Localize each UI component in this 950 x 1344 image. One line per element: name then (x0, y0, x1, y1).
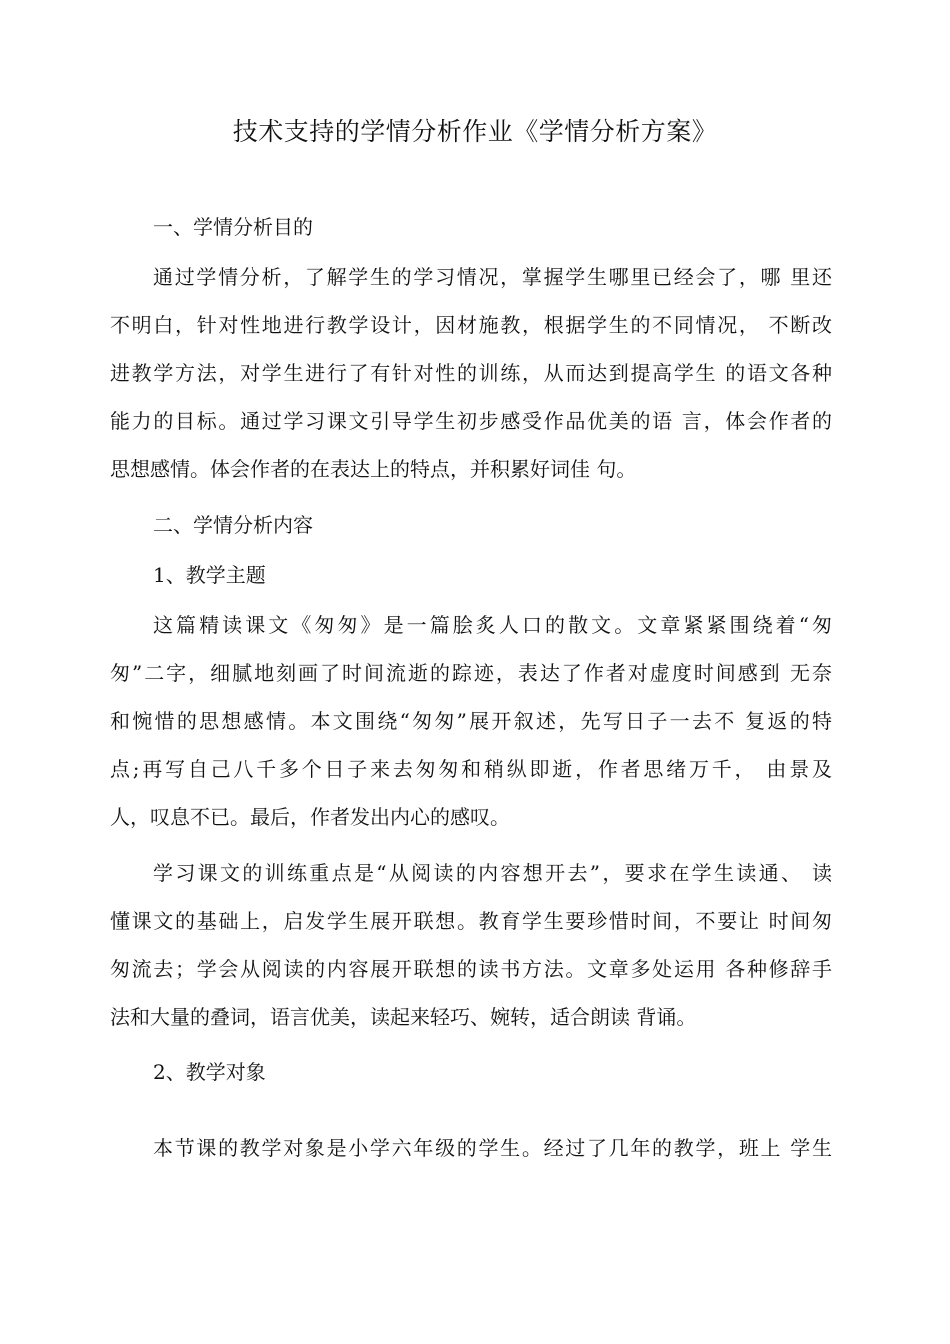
section-heading-purpose: 一、学情分析目的 (153, 215, 313, 239)
paragraph-line: 点;再写自己八千多个日子来去匆匆和稍纵即逝，作者思绪万千， 由景及 (110, 757, 832, 781)
paragraph-line: 法和大量的叠词，语言优美，读起来轻巧、婉转，适合朗读 背诵。 (110, 1005, 697, 1029)
paragraph-line: 懂课文的基础上，启发学生展开联想。教育学生要珍惜时间，不要让 时间匆 (110, 909, 832, 933)
paragraph-line: 这篇精读课文《匆匆》是一篇脍炙人口的散文。文章紧紧围绕着“匆 (153, 613, 832, 637)
paragraph-line: 学习课文的训练重点是“从阅读的内容想开去”，要求在学生读通、 读 (153, 861, 832, 885)
paragraph-line: 进教学方法，对学生进行了有针对性的训练，从而达到提高学生 的语文各种 (110, 361, 832, 385)
paragraph-line: 匆流去；学会从阅读的内容展开联想的读书方法。文章多处运用 各种修辞手 (110, 957, 832, 981)
paragraph-training-focus (110, 858, 832, 1050)
subsection-heading-theme: 1、教学主题 (153, 563, 266, 587)
document-title: 技术支持的学情分析作业《学情分析方案》 (232, 117, 718, 146)
subsection-heading-audience: 2、教学对象 (153, 1060, 266, 1084)
paragraph-line: 和惋惜的思想感情。本文围绕“匆匆”展开叙述，先写日子一去不 复返的特 (110, 709, 832, 733)
paragraph-theme (110, 610, 832, 850)
paragraph-line: 思想感情。体会作者的在表达上的特点，并积累好词佳 句。 (110, 457, 637, 481)
paragraph-audience (110, 1133, 832, 1181)
paragraph-line: 通过学情分析，了解学生的学习情况，掌握学生哪里已经会了，哪 里还 (153, 265, 832, 289)
paragraph-line: 匆”二字，细腻地刻画了时间流逝的踪迹，表达了作者对虚度时间感到 无奈 (110, 661, 832, 685)
paragraph-line: 人，叹息不已。最后，作者发出内心的感叹。 (110, 805, 510, 829)
paragraph-purpose (110, 262, 832, 502)
paragraph-line: 能力的目标。通过学习课文引导学生初步感受作品优美的语 言，体会作者的 (110, 409, 832, 433)
paragraph-line: 本节课的教学对象是小学六年级的学生。经过了几年的教学，班上 学生 (153, 1136, 832, 1160)
paragraph-line: 不明白，针对性地进行教学设计，因材施教，根据学生的不同情况， 不断改 (110, 313, 832, 337)
section-heading-content: 二、学情分析内容 (153, 513, 313, 537)
